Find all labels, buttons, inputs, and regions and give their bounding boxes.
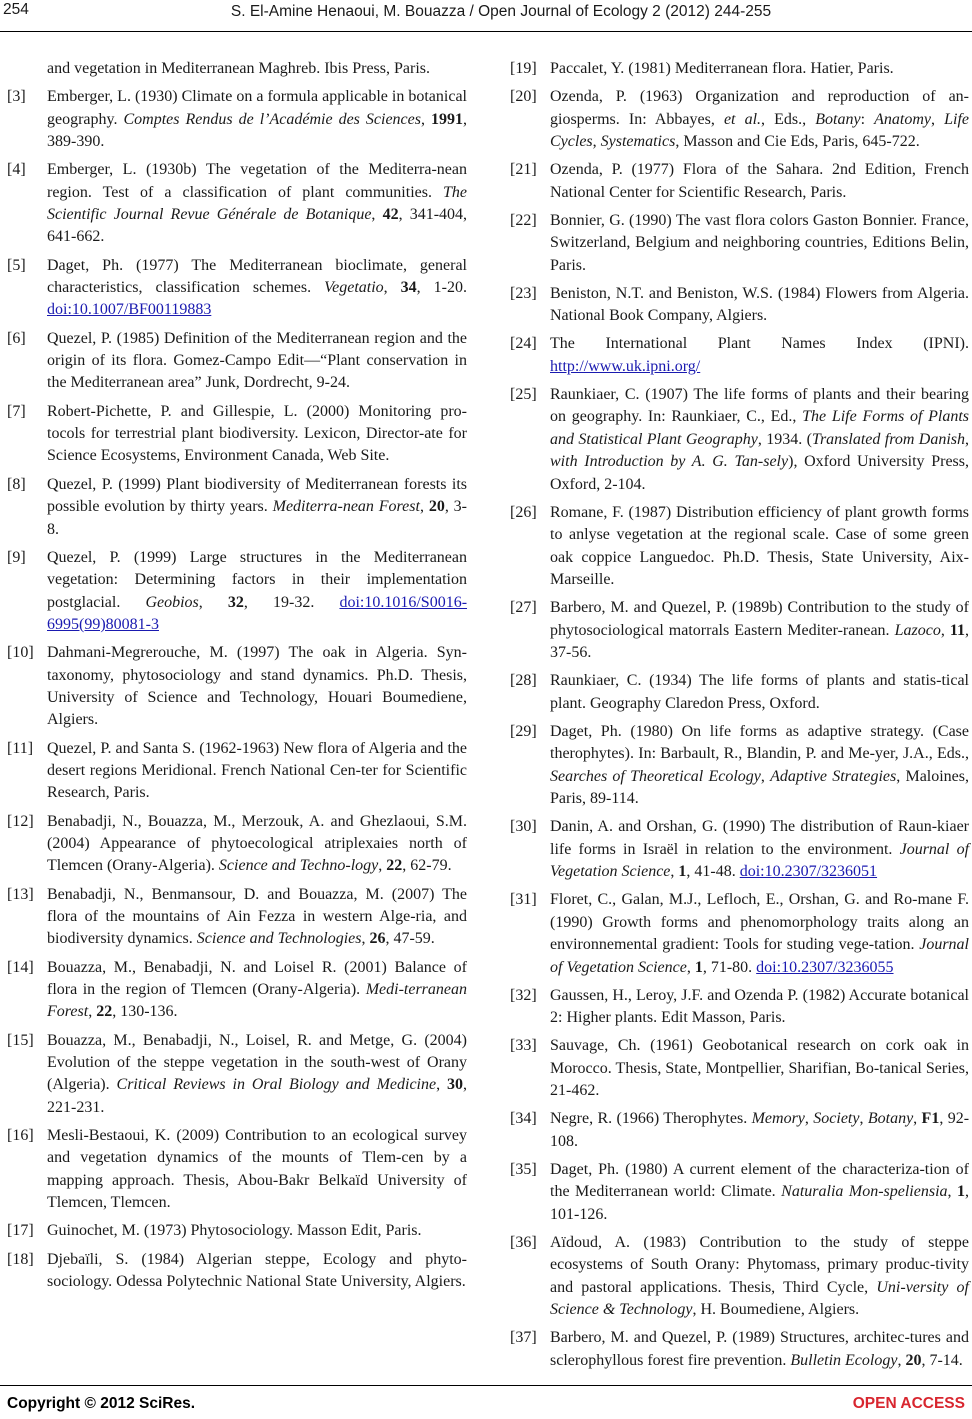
text-segment: Daget, Ph. (1980) A current element of the characteriza-tion of the Mediterranean world: Climate.	[550, 1161, 969, 1201]
reference-text	[47, 401, 467, 468]
reference-number: [8]	[7, 475, 26, 493]
text-segment: Gaussen, H., Leroy, J.F. and Ozenda P. (1982) Accurate botanical 2: Higher plants. Edit Masson, Paris.	[550, 986, 969, 1027]
reference-entry	[7, 1030, 467, 1120]
text-segment: , H. Boumediene, Algiers.	[692, 1301, 860, 1319]
text-segment: ,	[859, 1110, 868, 1128]
text-segment: Negre, R. (1966) Therophytes.	[550, 1110, 752, 1128]
reference-number: [5]	[7, 256, 26, 274]
reference-number: [4]	[7, 161, 26, 179]
text-segment: ,	[965, 430, 970, 448]
italic-segment: Journal of Vegetation Science	[550, 840, 970, 881]
reference-entry	[510, 58, 969, 80]
text-segment: Daget, Ph. (1977) The Mediterranean bioclimate, general characteristics, classification schemes.	[47, 256, 467, 297]
reference-entry	[510, 333, 969, 378]
text-segment: , 101-126.	[550, 1183, 969, 1223]
italic-segment: Medi-terranean Forest	[47, 981, 467, 1021]
reference-link[interactable]: doi:10.2307/3236051	[739, 863, 878, 881]
reference-entry	[7, 159, 467, 249]
reference-number: [35]	[510, 1161, 537, 1179]
reference-number: [18]	[7, 1250, 34, 1268]
footer-rule	[0, 1385, 972, 1386]
text-segment: Daget, Ph. (1980) On life forms as adaptive strategy. (Case therophytes). In: Barbault, R., Blandin, P. and Me-yer, J.A., Eds.,	[550, 722, 969, 763]
reference-number: [12]	[7, 812, 34, 830]
text-segment: , 130-136.	[112, 1003, 178, 1021]
text-segment: ,	[897, 1351, 906, 1369]
italic-segment: Journal of Vegetation Science	[550, 936, 969, 976]
reference-number: [16]	[7, 1127, 34, 1145]
reference-text	[47, 159, 467, 249]
reference-entry	[7, 957, 467, 1024]
open-access-label: OPEN ACCESS	[852, 1395, 965, 1412]
reference-entry	[510, 502, 969, 592]
reference-number: [23]	[510, 284, 537, 302]
reference-number: [14]	[7, 958, 34, 976]
text-segment: The International Plant Names Index (IPNI).	[550, 335, 969, 353]
text-segment: , 71-80.	[702, 958, 757, 976]
reference-text	[550, 502, 969, 592]
reference-text	[47, 884, 467, 951]
text-segment: ,	[947, 1183, 957, 1201]
text-segment: Emberger, L. (1930b) The vegetation of the Mediterra-nean region. Test of a classification of plant communities.	[47, 161, 467, 201]
reference-link[interactable]: doi:10.1007/BF00119883	[47, 301, 212, 319]
italic-segment: Science and Techno-logy	[218, 857, 379, 875]
reference-entry	[510, 1327, 969, 1372]
italic-segment: Botany	[815, 110, 861, 128]
bold-segment: 1	[957, 1183, 965, 1201]
reference-entry	[510, 597, 969, 664]
reference-text	[550, 283, 969, 328]
reference-entry	[510, 1232, 969, 1322]
text-segment: Danin, A. and Orshan, G. (1990) The distribution of Raun-kiaer life forms in Israël in relation to the environment.	[550, 818, 969, 858]
text-segment: Bouazza, M., Benabadji, N., Loisel, R. and Metge, G. (2004) Evolution of the steppe vegetation in the south-west of Orany (Algeria).	[47, 1031, 467, 1094]
text-segment: ), Oxford University Press, Oxford, 2-104.	[550, 453, 969, 493]
bold-segment: 42	[382, 206, 399, 224]
reference-text	[550, 333, 969, 378]
reference-number: [28]	[510, 672, 537, 690]
reference-number: [37]	[510, 1329, 537, 1347]
text-segment: ,	[760, 767, 771, 785]
reference-text	[47, 957, 467, 1024]
reference-entry	[7, 401, 467, 468]
reference-number: [7]	[7, 402, 26, 420]
bold-segment: F1	[921, 1110, 940, 1128]
reference-text	[47, 738, 467, 805]
reference-number: [30]	[510, 818, 537, 836]
reference-text	[47, 642, 467, 732]
text-segment: ,	[419, 498, 429, 516]
text-segment: , 3-8.	[47, 498, 467, 538]
reference-number: [22]	[510, 211, 537, 229]
reference-text	[550, 1232, 969, 1322]
text-segment: ,	[686, 958, 695, 976]
reference-text	[550, 721, 969, 811]
text-segment: , 1934. (	[757, 430, 812, 448]
text-segment: Barbero, M. and Quezel, P. (1989b) Contribution to the study of phytosociological matorrals Eastern Mediter-ranean.	[550, 599, 969, 639]
italic-segment: et al.	[723, 110, 762, 128]
page-header	[0, 0, 972, 32]
reference-text	[550, 1159, 969, 1226]
reference-entry	[510, 86, 969, 153]
italic-segment: Life Cycles	[550, 110, 969, 151]
italic-segment: Uni-versity of Science & Technology	[550, 1278, 970, 1319]
bold-segment: 11	[949, 621, 966, 639]
reference-entry	[510, 283, 969, 328]
reference-number: [19]	[510, 60, 537, 77]
text-segment: , 221-231.	[47, 1076, 467, 1116]
text-segment: Raunkiaer, C. (1907) The life forms of plants and their bearing on geography. In: Raunkiaer, C., Ed.,	[550, 386, 969, 426]
text-segment: Beniston, N.T. and Beniston, W.S. (1984) Flowers from Algeria. National Book Company, Algiers.	[550, 284, 969, 325]
text-segment: and vegetation in Mediterranean Maghreb. Ibis Press, Paris.	[47, 60, 431, 77]
reference-number: [26]	[510, 503, 537, 521]
text-segment: , 341-404, 641-662.	[47, 206, 468, 246]
references-right-column	[510, 58, 969, 1378]
bold-segment: 1	[694, 958, 703, 976]
reference-entry	[7, 811, 467, 878]
text-segment: Paccalet, Y. (1981) Mediterranean flora. Hatier, Paris.	[550, 60, 894, 77]
text-segment: Guinochet, M. (1973) Phytosociology. Masson Edit, Paris.	[47, 1222, 422, 1240]
text-segment: Sauvage, Ch. (1961) Geobotanical research on cork oak in Morocco. Thesis, State, Montpellier, Sharifian, Bo-tanical Series, 21-462.	[550, 1037, 969, 1100]
reference-text	[47, 328, 467, 395]
reference-text	[550, 1327, 969, 1372]
reference-number: [25]	[510, 386, 537, 404]
reference-number: [29]	[510, 722, 537, 740]
reference-text	[550, 58, 969, 80]
italic-segment: Science and Technologies	[196, 930, 362, 948]
reference-entry	[7, 1125, 467, 1215]
reference-text	[47, 255, 467, 322]
text-segment: Djebaïli, S. (1984) Algerian steppe, Ecology and phyto-sociology. Odessa Polytechnic National State University, Algiers.	[47, 1250, 467, 1291]
reference-link[interactable]: http://www.uk.ipni.org/	[550, 357, 701, 375]
reference-entry	[7, 86, 467, 153]
text-segment: Floret, C., Galan, M.J., Lefloch, E., Orshan, G. and Ro-mane F. (1990) Growth forms and phenomorphology traits along an environnemental gradient: Tools for studing vege-tation.	[550, 891, 969, 954]
text-segment: Ozenda, P. (1977) Flora of the Sahara. 2nd Edition, French National Center for Scientific Research, Paris.	[550, 161, 969, 201]
text-segment: Raunkiaer, C. (1934) The life forms of plants and statis-tical plant. Geography Claredon Press, Oxford.	[550, 672, 969, 712]
reference-text	[550, 889, 969, 979]
text-segment: ,	[378, 857, 387, 875]
reference-number: [13]	[7, 885, 34, 903]
reference-entry	[7, 1220, 467, 1242]
text-segment: ,	[361, 930, 370, 948]
text-segment: Quezel, P. (1999) Plant biodiversity of Mediterranean forests its possible evolution by thirty years.	[47, 475, 467, 516]
text-segment: ,	[198, 593, 228, 611]
bold-segment: 30	[447, 1076, 463, 1094]
text-segment: ,	[592, 133, 601, 151]
text-segment: ,	[420, 110, 431, 128]
reference-number: [27]	[510, 599, 537, 617]
reference-text	[550, 1108, 969, 1153]
running-head: S. El-Amine Henaoui, M. Bouazza / Open Journal of Ecology 2 (2012) 244-255	[230, 3, 772, 20]
reference-link[interactable]: doi:10.2307/3236055	[756, 958, 894, 976]
text-segment: , 7-14.	[921, 1351, 963, 1369]
reference-entry	[7, 884, 467, 951]
italic-segment: Critical Reviews in Oral Biology and Medicine	[116, 1076, 437, 1094]
reference-number: [36]	[510, 1234, 537, 1252]
text-segment: Quezel, P. (1985) Definition of the Mediterranean region and the origin of its flora. Gomez-Campo Edit—“Plant conservation in the Mediterranean area” Junk, Dordrecht, 9-24.	[47, 329, 467, 392]
italic-segment: Vegetatio	[324, 279, 384, 297]
text-segment: Aïdoud, A. (1983) Contribution to the study of steppe ecosystems of South Orany: Phytomass, primary produc-tivity and pastoral applications. Thesis, Third Cycle,	[550, 1234, 969, 1296]
bold-segment: 20	[905, 1351, 922, 1369]
reference-number: [33]	[510, 1037, 537, 1055]
reference-text	[47, 474, 467, 541]
reference-number: [6]	[7, 329, 26, 347]
italic-segment: Naturalia Mon-speliensia	[781, 1183, 948, 1201]
reference-number: [20]	[510, 88, 537, 106]
reference-text	[550, 985, 969, 1030]
text-segment: , 389-390.	[47, 110, 467, 151]
reference-number: [17]	[7, 1222, 34, 1240]
bold-segment: 22	[386, 857, 403, 875]
references-left-column	[7, 58, 467, 1299]
italic-segment: Bulletin Ecology	[790, 1351, 898, 1369]
reference-entry	[510, 210, 969, 277]
text-segment: Emberger, L. (1930) Climate on a formula applicable in botanical geography.	[47, 88, 467, 128]
italic-segment: Geobios	[145, 593, 199, 611]
text-segment: , Eds.,	[761, 110, 816, 128]
bold-segment: 26	[369, 930, 386, 948]
bold-segment: 1991	[431, 110, 463, 128]
reference-entry	[510, 1035, 969, 1102]
reference-entry	[7, 1249, 467, 1294]
reference-text	[47, 1220, 467, 1242]
text-segment: Benabadji, N., Bouazza, M., Merzouk, A. and Ghezlaoui, S.M. (2004) Appearance of phytoecological atriplexaies north of Tlemcen (Orany-Algeria).	[47, 812, 467, 875]
text-segment: Romane, F. (1987) Distribution efficiency of plant growth forms to anlyse vegetation at the regional scale. Case of some green oak coppice Languedoc. Ph.D. Thesis, State University, Aix-Marseille.	[550, 503, 969, 589]
text-segment: , Maloines, Paris, 89-114.	[550, 767, 970, 808]
text-segment: ,	[670, 863, 679, 881]
bold-segment: 34	[400, 279, 417, 297]
reference-entry	[510, 159, 969, 204]
reference-number: [15]	[7, 1031, 34, 1049]
italic-segment: Systematics	[600, 133, 676, 151]
text-segment: ,	[804, 1110, 814, 1128]
text-segment: :	[860, 110, 875, 128]
text-segment: Bonnier, G. (1990) The vast flora colors Gaston Bonnier. France, Switzerland, Belgium and neighboring countries, Editions Belin, Paris.	[550, 211, 969, 274]
italic-segment: Mediterra-nean Forest	[272, 498, 420, 516]
text-segment: ,	[88, 1003, 97, 1021]
reference-entry	[7, 547, 467, 637]
bold-segment: 32	[227, 593, 244, 611]
page-number: 254	[3, 1, 29, 18]
text-segment: Quezel, P. (1999) Large structures in the Mediterranean vegetation: Determining factors in their implementation postglacial.	[47, 548, 467, 611]
reference-text	[550, 1035, 969, 1102]
text-segment: ,	[931, 110, 945, 128]
reference-number: [10]	[7, 644, 34, 662]
italic-segment: Translated from Danish	[811, 430, 966, 448]
italic-segment: Society	[813, 1110, 860, 1128]
reference-text	[550, 210, 969, 277]
italic-segment: Memory	[751, 1110, 805, 1128]
reference-text	[550, 384, 969, 496]
reference-text	[47, 1249, 467, 1294]
text-segment: ,	[913, 1110, 922, 1128]
reference-entry	[7, 474, 467, 541]
italic-segment: The Scientific Journal Revue Générale de Botanique	[47, 183, 467, 224]
italic-segment: with Introduction by A. G. Tan-sely	[550, 453, 789, 471]
text-segment: Ozenda, P. (1963) Organization and reproduction of an-giosperms. In: Abbayes,	[550, 88, 969, 128]
text-segment: Dahmani-Megrerouche, M. (1997) The oak in Algeria. Syn-taxonomy, phytosociology and stand dynamics. Ph.D. Thesis, University of Science and Technology, Houari Boumediene, Algiers.	[47, 644, 467, 729]
italic-segment: The Life Forms of Plants and Statistical Plant Geography	[550, 408, 969, 448]
text-segment: Benabadji, N., Benmansour, D. and Bouazza, M. (2007) The flora of the mountains of Ain Fezza in western Alge-ria, and biodiversity dynamics.	[47, 885, 467, 948]
text-segment: Barbero, M. and Quezel, P. (1989) Structures, architec-tures and sclerophyllous forest fire prevention.	[550, 1329, 969, 1369]
reference-text	[47, 1030, 467, 1120]
text-segment: ,	[436, 1076, 447, 1094]
reference-entry	[7, 738, 467, 805]
text-segment: , 47-59.	[385, 930, 435, 948]
reference-text	[47, 811, 467, 878]
reference-entry	[510, 889, 969, 979]
reference-text	[47, 1125, 467, 1215]
reference-number: [24]	[510, 335, 537, 353]
reference-number: [3]	[7, 88, 26, 106]
reference-text	[550, 86, 969, 153]
italic-segment: Anatomy	[874, 110, 931, 128]
text-segment: , 92-108.	[550, 1110, 970, 1150]
reference-link[interactable]: doi:10.1016/S0016-6995(99)80081-3	[47, 593, 468, 633]
reference-text	[550, 597, 969, 664]
reference-text	[550, 670, 969, 715]
text-segment: , 19-32.	[243, 593, 340, 611]
reference-number: [21]	[510, 161, 537, 179]
reference-entry	[7, 642, 467, 732]
reference-entry	[510, 721, 969, 811]
reference-number: [11]	[7, 739, 34, 757]
reference-entry	[510, 816, 969, 883]
reference-text	[47, 58, 467, 80]
reference-entry	[7, 58, 467, 80]
italic-segment: Searches of Theoretical Ecology	[550, 767, 761, 785]
text-segment: Robert-Pichette, P. and Gillespie, L. (2000) Monitoring pro-tocols for terrestrial plant biodiversity. Lexicon, Director-ate for Science Ecosystems, Environment Canada, Web Site.	[47, 402, 467, 465]
italic-segment: Botany	[867, 1110, 914, 1128]
text-segment: Quezel, P. and Santa S. (1962-1963) New flora of Algeria and the desert regions Meridional. French National Cen-ter for Scientific Research, Paris.	[47, 739, 467, 802]
reference-entry	[510, 1159, 969, 1226]
copyright-notice: Copyright © 2012 SciRes.	[7, 1395, 196, 1412]
text-segment: , 41-48.	[686, 863, 740, 881]
italic-segment: Lazoco	[894, 621, 941, 639]
text-segment: , 1-20.	[416, 279, 467, 297]
text-segment: , Masson and Cie Eds, Paris, 645-722.	[675, 133, 920, 151]
bold-segment: 20	[428, 498, 445, 516]
reference-number: [32]	[510, 986, 537, 1004]
text-segment: , 37-56.	[550, 621, 970, 662]
reference-entry	[7, 328, 467, 395]
text-segment: ,	[383, 279, 401, 297]
text-segment: Mesli-Bestaoui, K. (2009) Contribution to an ecological survey and vegetation dynamics of the mounts of Tlem-cen by a mapping approach. Thesis, Abou-Bakr Belkaïd University of Tlemcen, Tlemcen.	[47, 1127, 467, 1212]
bold-segment: 1	[678, 863, 687, 881]
reference-entry	[7, 255, 467, 322]
reference-entry	[510, 1108, 969, 1153]
reference-number: [34]	[510, 1110, 537, 1128]
bold-segment: 22	[96, 1003, 113, 1021]
text-segment: ,	[371, 206, 383, 224]
text-segment: , 62-79.	[402, 857, 452, 875]
text-segment: Bouazza, M., Benabadji, N. and Loisel R. (2001) Balance of flora in the region of Tlemcen (Orany-Algeria).	[47, 958, 467, 998]
reference-text	[47, 86, 467, 153]
italic-segment: Adaptive Strategies	[770, 767, 897, 785]
reference-entry	[510, 670, 969, 715]
reference-number: [31]	[510, 891, 537, 909]
reference-number: [9]	[7, 548, 26, 566]
header-rule	[0, 31, 972, 32]
text-segment: ,	[940, 621, 950, 639]
reference-text	[550, 816, 969, 883]
reference-text	[550, 159, 969, 204]
reference-entry	[510, 985, 969, 1030]
reference-entry	[510, 384, 969, 496]
reference-text	[47, 547, 467, 637]
italic-segment: Comptes Rendus de l’Académie des Sciences	[123, 110, 421, 128]
